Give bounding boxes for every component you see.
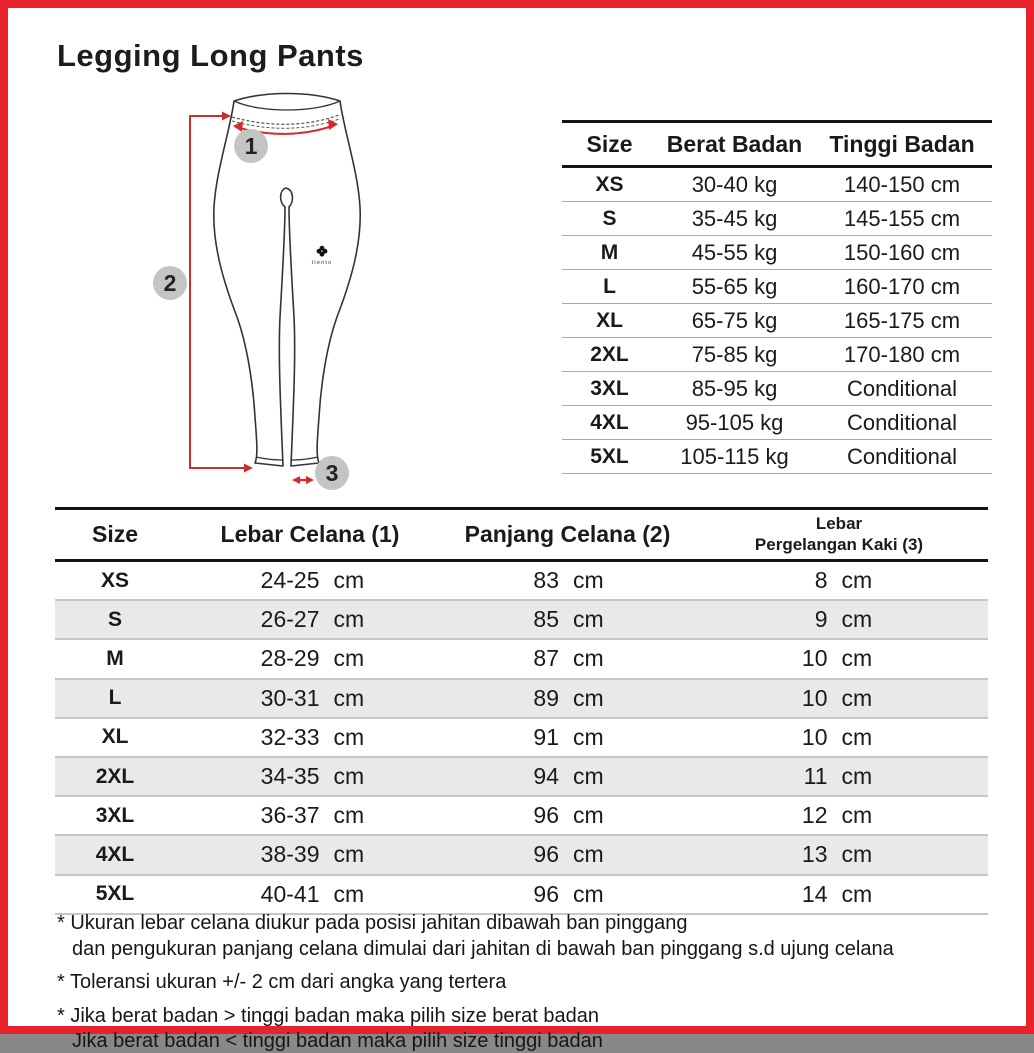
cell-height: 170-180 cm [843, 341, 961, 367]
table-row [562, 440, 992, 474]
page-title: Legging Long Pants [57, 38, 364, 73]
cell-panjang: 89 cm [533, 684, 604, 711]
cell-size: 2XL [590, 342, 629, 366]
cell-size: S [107, 607, 122, 631]
cell-height: 160-170 cm [843, 273, 961, 299]
column-header-size: Size [91, 521, 139, 547]
cell-size: 4XL [590, 410, 629, 434]
table-row [562, 304, 992, 338]
column-header-berat-badan: Berat Badan [666, 130, 803, 157]
cell-size: XS [100, 568, 129, 592]
table-row [55, 680, 988, 719]
cell-weight: 75-85 kg [691, 341, 778, 367]
cell-lebar: 26-27 cm [260, 606, 365, 633]
cell-panjang: 87 cm [533, 645, 604, 672]
cell-size: 5XL [95, 882, 135, 906]
cell-size: L [603, 274, 616, 298]
brand-logo-text: tiento [311, 260, 333, 266]
cell-size: 3XL [590, 376, 629, 400]
cell-pergelangan: 10 cm [801, 684, 873, 711]
cell-height: Conditional [846, 375, 958, 401]
cell-height: Conditional [846, 409, 958, 435]
length-arrowhead-top [222, 112, 231, 121]
cell-height: 140-150 cm [843, 171, 961, 197]
footnote-line: * Ukuran lebar celana diukur pada posisi jahitan dibawah ban pinggang [57, 912, 688, 934]
column-header-panjang-celana: Panjang Celana (2) [464, 521, 671, 547]
cell-lebar: 28-29 cm [260, 645, 365, 672]
table-row [562, 372, 992, 406]
cell-lebar: 24-25 cm [260, 567, 365, 594]
cell-panjang: 96 cm [533, 841, 604, 868]
column-header-lebar-celana: Lebar Celana (1) [220, 521, 400, 547]
table-row [55, 758, 988, 797]
body-size-table-header [562, 120, 992, 168]
footnote-line: * Toleransi ukuran +/- 2 cm dari angka yang tertera [57, 971, 507, 993]
cell-size: 3XL [95, 803, 135, 827]
cell-size: XS [595, 172, 624, 196]
table-row [55, 640, 988, 679]
cell-lebar: 34-35 cm [260, 763, 365, 790]
cell-lebar: 32-33 cm [260, 723, 365, 750]
cell-size: 4XL [95, 842, 135, 866]
cell-pergelangan: 9 cm [814, 606, 873, 633]
column-header-size: Size [586, 130, 633, 157]
cell-weight: 65-75 kg [691, 307, 778, 333]
measurement-table-header [55, 507, 988, 562]
footnote-line: * Jika berat badan > tinggi badan maka pilih size berat badan [57, 1005, 600, 1027]
cell-height: 145-155 cm [843, 205, 961, 231]
table-row [562, 236, 992, 270]
cell-size: M [600, 240, 619, 264]
cell-weight: 55-65 kg [691, 273, 778, 299]
table-row [562, 270, 992, 304]
callout-2-label: 2 [163, 270, 177, 296]
table-row [55, 836, 988, 875]
callout-1-label: 1 [244, 133, 258, 159]
table-row [55, 876, 988, 915]
table-row [562, 338, 992, 372]
ankle-arrowhead-right [306, 476, 314, 484]
cell-size: L [108, 686, 122, 710]
cell-size: S [602, 206, 617, 230]
cell-panjang: 91 cm [533, 723, 604, 750]
cell-weight: 105-115 kg [680, 443, 789, 469]
cell-pergelangan: 13 cm [801, 841, 873, 868]
cell-pergelangan: 10 cm [801, 645, 873, 672]
body-size-table [562, 120, 992, 474]
table-row [55, 719, 988, 758]
cell-panjang: 96 cm [533, 880, 604, 907]
cell-lebar: 40-41 cm [260, 880, 365, 907]
cell-size: M [106, 646, 124, 670]
table-row [562, 406, 992, 440]
cell-pergelangan: 10 cm [801, 723, 873, 750]
cell-height: 165-175 cm [843, 307, 961, 333]
cell-weight: 30-40 kg [691, 171, 778, 197]
cell-height: 150-160 cm [843, 239, 961, 265]
cell-weight: 85-95 kg [691, 375, 778, 401]
cell-pergelangan: 12 cm [801, 802, 873, 829]
cell-pergelangan: 14 cm [801, 880, 873, 907]
footnote-line: Jika berat badan < tinggi badan maka pilih size tinggi badan [72, 1030, 603, 1052]
table-row [562, 168, 992, 202]
cell-lebar: 36-37 cm [260, 802, 365, 829]
table-row [55, 797, 988, 836]
cell-weight: 95-105 kg [685, 409, 784, 435]
cell-size: XL [101, 725, 129, 749]
cell-weight: 35-45 kg [691, 205, 778, 231]
measurement-table [55, 507, 988, 915]
cell-panjang: 94 cm [533, 763, 604, 790]
cell-pergelangan: 11 cm [803, 763, 873, 790]
cell-lebar: 30-31 cm [260, 684, 365, 711]
cell-lebar: 38-39 cm [260, 841, 365, 868]
leggings-diagram [150, 85, 440, 505]
cell-size: 5XL [590, 444, 629, 468]
cell-size: XL [596, 308, 623, 332]
length-arrowhead-bottom [244, 464, 253, 473]
column-header-tinggi-badan: Tinggi Badan [829, 130, 975, 157]
cell-panjang: 83 cm [533, 567, 604, 594]
cell-height: Conditional [846, 443, 958, 469]
table-row [55, 562, 988, 601]
ankle-arrowhead-left [292, 476, 300, 484]
column-header-lebar-pergelangan-kaki: Lebar Pergelangan Kaki (3) [754, 514, 924, 554]
cell-pergelangan: 8 cm [814, 567, 873, 594]
cell-weight: 45-55 kg [691, 239, 778, 265]
footnote-line: dan pengukuran panjang celana dimulai dari jahitan di bawah ban pinggang s.d ujung celana [72, 938, 894, 960]
footnotes [57, 911, 894, 1053]
table-row [562, 202, 992, 236]
cell-size: 2XL [95, 764, 135, 788]
cell-panjang: 85 cm [533, 606, 604, 633]
table-row [55, 601, 988, 640]
callout-3-label: 3 [325, 460, 339, 486]
cell-panjang: 96 cm [533, 802, 604, 829]
